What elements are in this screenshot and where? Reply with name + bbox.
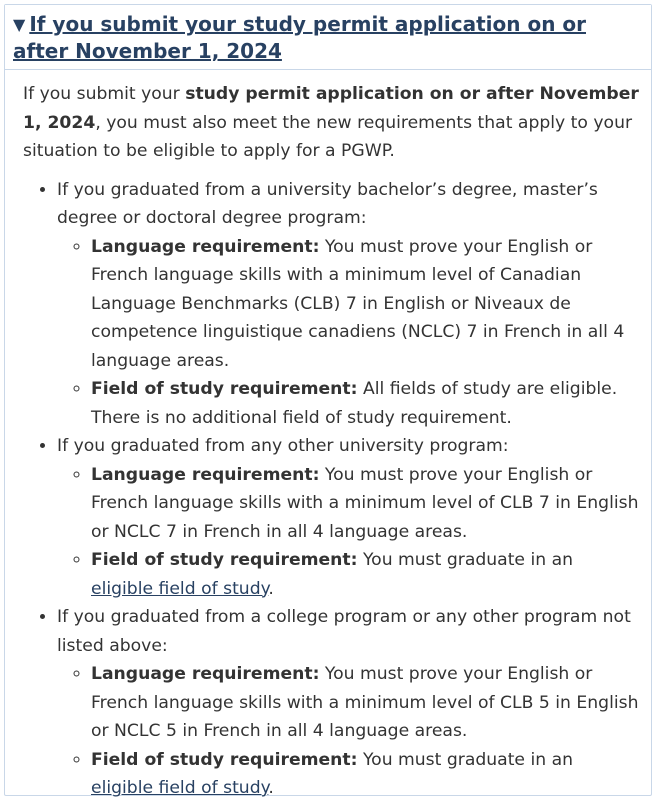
- list-item-text: If you graduated from a university bachelor’s degree, master’s degree or doctoral degree program:: [57, 179, 598, 228]
- details-summary[interactable]: [5, 5, 651, 70]
- details-content: [5, 70, 651, 803]
- language-requirement-label: Language requirement:: [91, 236, 320, 257]
- list-item-text: If you graduated from any other university program:: [57, 436, 509, 456]
- field-requirement-label: Field of study requirement:: [91, 379, 358, 399]
- sub-list: [57, 461, 639, 604]
- field-requirement-text: You must graduate in an: [357, 749, 574, 770]
- list-item-college: [57, 603, 639, 803]
- language-requirement-text: You must prove your English or French language skills with a minimum level of CLB 5 in English or NCLC 5 in French in all 4 language areas.: [91, 664, 639, 741]
- language-requirement-label: Language requirement:: [91, 664, 320, 684]
- expandable-details: [4, 4, 652, 796]
- field-requirement-label: Field of study requirement:: [91, 550, 358, 570]
- field-of-study-requirement: [91, 546, 639, 603]
- field-requirement-after: .: [268, 578, 274, 599]
- intro-paragraph: [23, 80, 639, 166]
- details-summary-title[interactable]: If you submit your study permit application on or after November 1, 2024: [13, 12, 586, 63]
- intro-suffix: , you must also meet the new requirements that apply to your situation to be eligible to apply for a PGWP.: [23, 112, 633, 161]
- field-requirement-after: .: [268, 778, 274, 798]
- field-of-study-requirement: [91, 746, 639, 803]
- list-item-university-degree: [57, 176, 639, 433]
- intro-prefix: If you submit your: [23, 84, 186, 104]
- eligible-field-of-study-link[interactable]: eligible field of study: [91, 578, 269, 599]
- sub-list: [57, 660, 639, 803]
- language-requirement: [91, 461, 639, 547]
- language-requirement: [91, 660, 639, 746]
- sub-list: [57, 233, 639, 433]
- field-requirement-label: Field of study requirement:: [91, 749, 358, 770]
- field-of-study-requirement: [91, 375, 639, 432]
- language-requirement-label: Language requirement:: [91, 464, 320, 485]
- intro-bold: study permit application on or after November 1, 2024: [23, 84, 639, 133]
- language-requirement-text: You must prove your English or French language skills with a minimum level of CLB 7 in English or NCLC 7 in French in all 4 language areas.: [91, 464, 639, 542]
- field-requirement-text: You must graduate in an: [357, 550, 574, 570]
- field-requirement-text: All fields of study are eligible. There is no additional field of study requirement.: [91, 379, 618, 428]
- requirements-list: [23, 176, 639, 803]
- expand-triangle-icon[interactable]: ▼: [13, 15, 26, 34]
- language-requirement: [91, 233, 639, 376]
- eligible-field-of-study-link[interactable]: eligible field of study: [91, 778, 269, 798]
- language-requirement-text: You must prove your English or French language skills with a minimum level of Canadian Language Benchmarks (CLB) 7 in English or Niveaux de competence linguistique canadiens (NCLC) 7 in French in all 4 language areas.: [91, 236, 625, 371]
- list-item-text: If you graduated from a college program or any other program not listed above:: [57, 607, 631, 656]
- list-item-other-university: [57, 432, 639, 603]
